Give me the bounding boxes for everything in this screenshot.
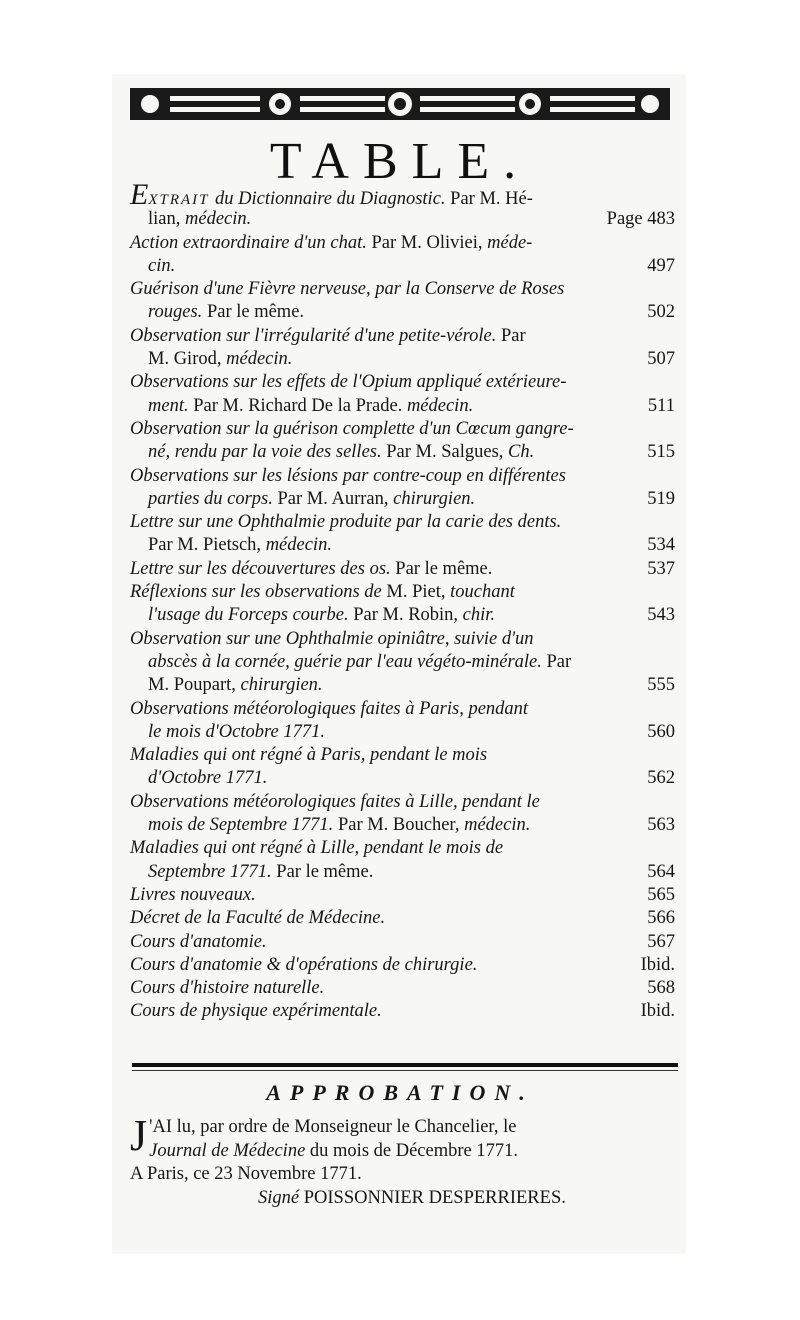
toc-entry-line: [130, 604, 675, 627]
toc-text-part: Par le même.: [202, 302, 305, 323]
toc-entry-line: [130, 1000, 675, 1023]
signature-label: Signé: [258, 1187, 300, 1208]
toc-entry-line: [130, 721, 675, 744]
toc-entry-text: [130, 837, 503, 860]
toc-entry: [130, 884, 675, 907]
toc-text-part: Par M. Salgues,: [381, 442, 509, 463]
toc-text-part: l'usage du Forceps courbe.: [148, 605, 349, 626]
signature-line: [130, 1187, 675, 1211]
toc-text-part: Observations sur les effets de l'Opium appliqué extérieure-: [130, 372, 567, 393]
toc-text-part: Par: [496, 325, 526, 346]
toc-page-number: 562: [647, 768, 675, 789]
toc-page-number: 502: [647, 302, 675, 323]
toc-page-number: 567: [647, 931, 675, 952]
approbation-line: A Paris, ce 23 Novembre 1771.: [130, 1164, 362, 1184]
toc-entry-text: [130, 698, 528, 721]
toc-text-part: Observation sur la guérison complette d'un Cœcum gangre-: [130, 418, 574, 439]
toc-text-part: lian,: [148, 209, 185, 230]
toc-entry-text: [130, 931, 267, 954]
toc-entry-line: [130, 698, 675, 721]
toc-entry-text: [148, 255, 175, 278]
toc-text-part: Cours de physique expérimentale.: [130, 1001, 382, 1022]
toc-text-part: Observations sur les lésions par contre-coup en différentes: [130, 465, 566, 486]
toc-entry-line: [130, 441, 675, 464]
toc-entry-line: [130, 931, 675, 954]
toc-text-part: mois de Septembre 1771.: [148, 815, 334, 836]
toc-entry: [130, 581, 675, 628]
toc-entry: [130, 325, 675, 372]
journal-date: du mois de Décembre 1771.: [305, 1140, 518, 1161]
toc-entry-text: [130, 511, 561, 534]
toc-text-part: Observations météorologiques faites à Paris, pendant: [130, 698, 529, 719]
toc-text-part: Ch.: [508, 442, 535, 463]
toc-page-number: 511: [647, 395, 675, 416]
toc-text-part: M. Piet,: [381, 582, 451, 603]
toc-entry-line: [130, 255, 675, 278]
toc-entry-text: [148, 348, 292, 371]
toc-text-part: médecin.: [464, 815, 531, 836]
toc-text-part: Par M. Robin,: [348, 605, 463, 626]
toc-entry-text: [130, 278, 564, 301]
toc-entry-text: [130, 581, 515, 604]
toc-text-part: XTRAIT: [148, 192, 215, 208]
toc-text-part: chir.: [462, 605, 496, 626]
toc-entry-text: [148, 534, 332, 557]
toc-entry-text: [130, 884, 256, 907]
toc-entry-line: [130, 325, 675, 348]
toc-entry-line: [130, 767, 675, 790]
toc-entry-line: [130, 791, 675, 814]
table-of-contents: [130, 178, 675, 1024]
toc-entry: [130, 465, 675, 512]
toc-text-part: Cours d'anatomie & d'opérations de chirurgie.: [130, 954, 478, 975]
toc-page-number: 568: [647, 978, 675, 999]
toc-text-part: Par M. Aurran,: [272, 488, 394, 509]
toc-text-part: Lettre sur une Ophthalmie produite par la carie des dents.: [130, 512, 562, 533]
toc-entry: [130, 558, 675, 581]
toc-page-number: 566: [647, 908, 675, 929]
toc-entry-line: [130, 348, 675, 371]
toc-entry: [130, 511, 675, 558]
toc-entry-text: [148, 767, 267, 790]
toc-text-part: chirurgien.: [393, 488, 476, 509]
toc-entry: [130, 418, 675, 465]
toc-text-part: M. Girod,: [148, 349, 227, 370]
toc-text-part: Réflexions sur les observations de: [130, 582, 382, 603]
toc-entry-line: [130, 674, 675, 697]
toc-entry-text: [130, 907, 385, 930]
toc-text-part: Par M. Pietsch,: [148, 535, 266, 556]
toc-entry-text: [130, 977, 324, 1000]
toc-text-part: abscès à la cornée, guérie par l'eau végéto-minérale.: [148, 651, 542, 672]
toc-text-part: Cours d'histoire naturelle.: [130, 978, 325, 999]
toc-page-number: 563: [647, 815, 675, 836]
toc-entry-line: [130, 884, 675, 907]
approbation-line: [130, 1140, 675, 1164]
toc-entry: [130, 371, 675, 418]
toc-text-part: médecin.: [226, 349, 293, 370]
toc-entry-text: [130, 791, 540, 814]
toc-entry-line: [130, 232, 675, 255]
toc-text-part: Par M. Boucher,: [333, 815, 465, 836]
toc-entry-line: [130, 954, 675, 977]
toc-entry-text: [130, 178, 533, 211]
toc-entry-text: [130, 1000, 382, 1023]
journal-title: Journal de Médecine: [149, 1140, 306, 1161]
toc-text-part: Septembre 1771.: [148, 861, 272, 882]
toc-page-number: 534: [647, 535, 675, 556]
toc-page-number: 555: [647, 675, 675, 696]
toc-page-number: Page 483: [606, 209, 675, 230]
toc-text-part: Action extraordinaire d'un chat.: [130, 232, 367, 253]
toc-page-number: 515: [647, 442, 675, 463]
toc-page-number: 564: [647, 861, 675, 882]
page-title: TABLE.: [269, 133, 531, 190]
toc-entry: [130, 931, 675, 954]
toc-entry-line: [130, 418, 675, 441]
toc-text-part: chirurgien.: [240, 675, 323, 696]
toc-page-number: 519: [647, 488, 675, 509]
toc-text-part: Cours d'anatomie.: [130, 931, 267, 952]
toc-text-part: Par: [541, 651, 572, 672]
toc-text-part: parties du corps.: [148, 488, 273, 509]
toc-entry: [130, 791, 675, 838]
approbation-title: APPROBATION.: [266, 1080, 534, 1105]
toc-entry-text: [148, 651, 571, 674]
toc-text-part: Par M. Hé-: [445, 189, 533, 209]
toc-entry: [130, 907, 675, 930]
toc-entry: [130, 954, 675, 977]
toc-entry-line: [130, 837, 675, 860]
toc-page-number: 507: [647, 349, 675, 370]
toc-entry-text: [148, 674, 323, 697]
signature-name: POISSONNIER DESPERRIERES.: [299, 1187, 566, 1208]
toc-text-part: touchant: [450, 582, 515, 603]
toc-entry-text: [148, 721, 325, 744]
toc-entry-text: [130, 325, 526, 348]
toc-text-part: M. Poupart,: [148, 675, 241, 696]
toc-text-part: médecin.: [185, 209, 252, 230]
toc-entry-text: [130, 628, 534, 651]
toc-entry-text: [148, 488, 475, 511]
toc-entry-line: [130, 907, 675, 930]
toc-entry-line: [130, 534, 675, 557]
toc-entry-line: [130, 301, 675, 324]
toc-text-part: ment.: [148, 395, 189, 416]
toc-page-number: 560: [647, 721, 675, 742]
toc-entry-line: [130, 651, 675, 674]
toc-entry: [130, 278, 675, 325]
toc-entry-line: [130, 488, 675, 511]
toc-entry-text: [130, 232, 532, 255]
toc-entry-text: [130, 744, 487, 767]
toc-entry-line: [130, 395, 675, 418]
toc-entry-line: [130, 977, 675, 1000]
toc-entry-text: [130, 558, 492, 581]
toc-text-part: Décret de la Faculté de Médecine.: [130, 908, 386, 929]
toc-text-part: Par M. Oliviei,: [366, 232, 488, 253]
toc-entry-text: [148, 604, 495, 627]
drop-initial: J: [130, 1111, 148, 1160]
toc-entry-text: [130, 371, 566, 394]
toc-entry: [130, 837, 675, 884]
toc-text-part: E: [130, 178, 149, 211]
toc-entry-line: [130, 371, 675, 394]
approbation-text: [130, 1111, 675, 1210]
divider-thick: [132, 1063, 678, 1067]
toc-entry-text: [148, 861, 373, 884]
toc-page-number: Ibid.: [640, 954, 675, 975]
toc-entry-line: [130, 861, 675, 884]
toc-entry: [130, 977, 675, 1000]
toc-entry-text: [130, 465, 566, 488]
toc-entry-line: [130, 511, 675, 534]
toc-page-number: 497: [647, 255, 675, 276]
toc-text-part: cin.: [148, 255, 176, 276]
toc-entry: [130, 628, 675, 698]
toc-text-part: d'Octobre 1771.: [148, 768, 268, 789]
toc-text-part: Guérison d'une Fièvre nerveuse, par la Conserve de Roses: [130, 279, 565, 300]
toc-entry-line: [130, 208, 675, 231]
toc-entry: [130, 232, 675, 279]
toc-text-part: Observation sur une Ophthalmie opiniâtre, suivie d'un: [130, 628, 534, 649]
toc-entry-line: [130, 744, 675, 767]
toc-text-part: médecin.: [265, 535, 332, 556]
approbation-line: 'AI lu, par ordre de Monseigneur le Chancelier, le: [149, 1117, 517, 1137]
toc-entry-text: [148, 814, 530, 837]
toc-text-part: Maladies qui ont régné à Lille, pendant le mois de: [130, 838, 504, 859]
toc-entry: [130, 178, 675, 232]
toc-entry-text: [130, 954, 477, 977]
toc-text-part: Par M. Richard De la Prade.: [188, 395, 407, 416]
toc-text-part: Observation sur l'irrégularité d'une petite-vérole.: [130, 325, 497, 346]
toc-text-part: Par le même.: [271, 861, 374, 882]
toc-page-number: 537: [647, 558, 675, 579]
toc-page-number: 543: [647, 605, 675, 626]
toc-text-part: Lettre sur les découvertures des os.: [130, 558, 391, 579]
toc-entry-text: [148, 208, 251, 231]
toc-entry-line: [130, 628, 675, 651]
toc-text-part: Par le même.: [390, 558, 493, 579]
divider-thin: [132, 1070, 678, 1071]
toc-entry-text: [148, 395, 473, 418]
toc-entry-line: [130, 814, 675, 837]
toc-entry-text: [148, 441, 534, 464]
toc-text-part: né, rendu par la voie des selles.: [148, 442, 382, 463]
toc-entry-line: [130, 278, 675, 301]
toc-text-part: le mois d'Octobre 1771.: [148, 721, 325, 742]
toc-entry-line: [130, 465, 675, 488]
toc-entry-text: [130, 418, 574, 441]
toc-text-part: Maladies qui ont régné à Paris, pendant le mois: [130, 745, 488, 766]
toc-entry: [130, 698, 675, 745]
toc-text-part: du Dictionnaire du Diagnostic.: [214, 189, 446, 209]
toc-page-number: Ibid.: [640, 1001, 675, 1022]
toc-text-part: Observations météorologiques faites à Lille, pendant le: [130, 791, 540, 812]
toc-page-number: 565: [647, 884, 675, 905]
toc-text-part: rouges.: [148, 302, 203, 323]
toc-entry-text: [148, 301, 304, 324]
toc-entry: [130, 744, 675, 791]
toc-entry-line: [130, 558, 675, 581]
toc-entry: [130, 1000, 675, 1023]
toc-text-part: Livres nouveaux.: [130, 884, 256, 905]
toc-entry-line: [130, 581, 675, 604]
toc-text-part: médecin.: [406, 395, 474, 416]
toc-text-part: méde-: [487, 232, 533, 253]
toc-entry-line: [130, 178, 675, 211]
ornament-band: [130, 86, 670, 122]
